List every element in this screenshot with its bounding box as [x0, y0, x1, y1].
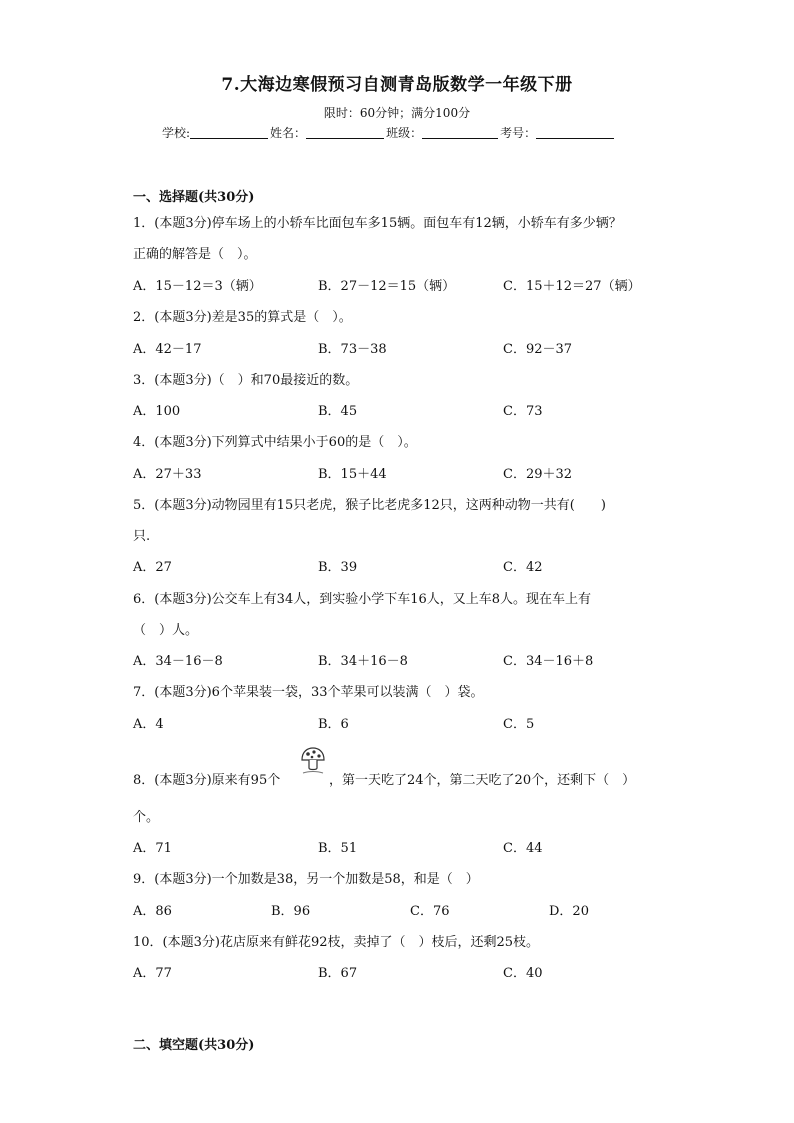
question-3: 3．(本题3分)（ ）和70最接近的数。	[133, 373, 359, 388]
question-10: 10．(本题3分)花店原来有鲜花92枝，卖掉了（ ）枝后，还剩25枝。	[133, 935, 540, 950]
q7-option-c[interactable]: C．5	[503, 717, 535, 732]
exam-subtitle: 限时：60分钟；满分100分	[323, 106, 471, 120]
question-5-line2: 只.	[133, 529, 151, 544]
q3-option-c[interactable]: C．73	[503, 404, 543, 419]
q9-option-a[interactable]: A．86	[133, 904, 172, 919]
q8-option-b[interactable]: B．51	[318, 841, 358, 856]
q9-option-d[interactable]: D．20	[549, 904, 589, 919]
question-7: 7．(本题3分)6个苹果装一袋，33个苹果可以装满（ ）袋。	[133, 685, 484, 700]
exam-number-blank[interactable]	[536, 125, 614, 139]
q2-option-b[interactable]: B．73－38	[318, 342, 387, 357]
q10-option-c[interactable]: C．40	[503, 966, 543, 981]
q7-option-b[interactable]: B．6	[318, 717, 349, 732]
q6-option-b[interactable]: B．34＋16－8	[318, 654, 408, 669]
class-blank[interactable]	[422, 125, 498, 139]
question-6: 6．(本题3分)公交车上有34人，到实验小学下车16人，又上车8人。现在车上有	[133, 592, 592, 607]
question-8-end: ，第一天吃了24个，第二天吃了20个，还剩下（ ）	[329, 773, 636, 788]
question-6-line2: （ ）人。	[133, 623, 199, 638]
q3-option-b[interactable]: B．45	[318, 404, 358, 419]
q8-option-a[interactable]: A．71	[133, 841, 172, 856]
question-9: 9．(本题3分)一个加数是38，另一个加数是58，和是（ ）	[133, 872, 479, 887]
exam-title: 7.大海边寒假预习自测青岛版数学一年级下册	[221, 75, 573, 95]
question-1-line2: 正确的解答是（ ）。	[133, 247, 257, 262]
q9-option-c[interactable]: C．76	[410, 904, 450, 919]
name-label: 姓名：	[270, 126, 307, 140]
q3-option-a[interactable]: A．100	[133, 404, 181, 419]
q5-option-c[interactable]: C．42	[503, 560, 543, 575]
q5-option-a[interactable]: A．27	[133, 560, 172, 575]
q1-option-a[interactable]: A．15－12＝3（辆）	[133, 279, 262, 294]
school-label: 学校:	[162, 126, 191, 140]
question-8-line2: 个。	[133, 810, 160, 825]
q6-option-a[interactable]: A．34－16－8	[133, 654, 223, 669]
student-info-line	[162, 124, 616, 141]
school-blank[interactable]	[190, 125, 268, 139]
mushroom-icon	[299, 746, 327, 776]
q4-option-b[interactable]: B．15＋44	[318, 467, 387, 482]
section-heading-fill-blank: 二、填空题(共30分)	[133, 1038, 255, 1053]
q2-option-a[interactable]: A．42－17	[133, 342, 202, 357]
q10-option-a[interactable]: A．77	[133, 966, 172, 981]
question-4: 4．(本题3分)下列算式中结果小于60的是（ ）。	[133, 435, 417, 450]
q9-option-b[interactable]: B．96	[271, 904, 311, 919]
section-heading-choice: 一、选择题(共30分)	[133, 190, 255, 205]
q10-option-b[interactable]: B．67	[318, 966, 358, 981]
q1-option-c[interactable]: C．15＋12＝27（辆）	[503, 279, 641, 294]
q5-option-b[interactable]: B．39	[318, 560, 358, 575]
question-8-start: 8．(本题3分)原来有95个	[133, 773, 281, 788]
q7-option-a[interactable]: A．4	[133, 717, 164, 732]
question-2: 2．(本题3分)差是35的算式是（ ）。	[133, 310, 352, 325]
q4-option-c[interactable]: C．29＋32	[503, 467, 573, 482]
q1-option-b[interactable]: B．27－12＝15（辆）	[318, 279, 456, 294]
question-1: 1．(本题3分)停车场上的小轿车比面包车多15辆。面包车有12辆，小轿车有多少辆？	[133, 216, 622, 231]
name-blank[interactable]	[306, 125, 384, 139]
class-label: 班级：	[386, 126, 423, 140]
question-5: 5．(本题3分)动物园里有15只老虎，猴子比老虎多12只，这两种动物一共有( )	[133, 498, 606, 513]
q6-option-c[interactable]: C．34－16＋8	[503, 654, 594, 669]
q4-option-a[interactable]: A．27＋33	[133, 467, 202, 482]
exam-number-label: 考号：	[500, 126, 537, 140]
q8-option-c[interactable]: C．44	[503, 841, 543, 856]
q2-option-c[interactable]: C．92－37	[503, 342, 573, 357]
